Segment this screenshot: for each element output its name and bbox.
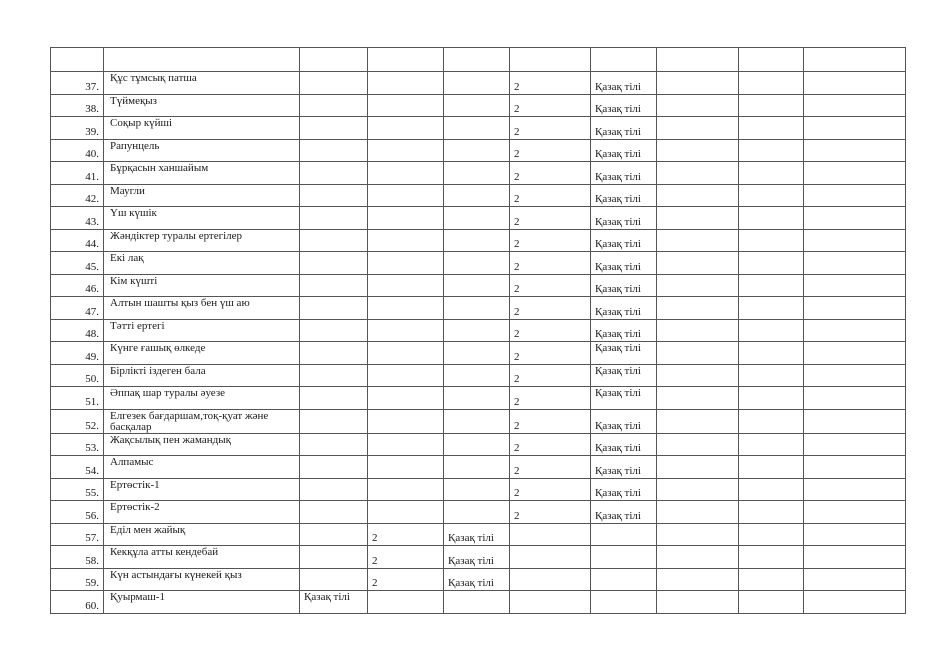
quantity-cell: 2 — [368, 546, 444, 569]
row-number: 44. — [51, 229, 104, 252]
empty-cell — [444, 72, 510, 95]
row-number: 59. — [51, 568, 104, 591]
table-row — [51, 117, 906, 140]
empty-cell — [804, 568, 906, 591]
language-cell: Қазақ тілі — [591, 184, 657, 207]
empty-cell — [739, 207, 804, 230]
empty-cell — [368, 229, 444, 252]
row-number: 60. — [51, 591, 104, 614]
empty-cell — [657, 117, 739, 140]
row-number: 52. — [51, 409, 104, 433]
empty-cell — [300, 274, 368, 297]
book-title: Жақсылық пен жамандық — [104, 433, 300, 456]
language-cell: Қазақ тілі — [591, 319, 657, 342]
empty-cell — [804, 501, 906, 524]
book-title: Алтын шашты қыз бен үш аю — [104, 297, 300, 320]
empty-cell — [657, 501, 739, 524]
quantity-cell: 2 — [368, 568, 444, 591]
book-title: Кім күшті — [104, 274, 300, 297]
empty-cell — [739, 364, 804, 387]
empty-cell — [444, 252, 510, 275]
row-number: 58. — [51, 546, 104, 569]
empty-cell — [657, 319, 739, 342]
empty-cell — [657, 229, 739, 252]
empty-cell — [739, 319, 804, 342]
table-row — [51, 342, 906, 365]
empty-cell — [444, 456, 510, 479]
empty-cell — [804, 207, 906, 230]
row-number: 50. — [51, 364, 104, 387]
empty-cell — [739, 523, 804, 546]
table-row — [51, 364, 906, 387]
table-row — [51, 523, 906, 546]
empty-cell — [300, 501, 368, 524]
empty-cell — [739, 456, 804, 479]
empty-cell — [300, 252, 368, 275]
empty-cell — [300, 139, 368, 162]
quantity-cell: 2 — [510, 409, 591, 433]
book-title: Тәтті ертегі — [104, 319, 300, 342]
book-title: Елгезек бағдаршам,тоқ-қуат және басқалар — [104, 409, 300, 433]
book-title: Рапунцель — [104, 139, 300, 162]
empty-cell — [300, 409, 368, 433]
empty-cell — [368, 433, 444, 456]
empty-cell — [739, 568, 804, 591]
empty-cell — [444, 207, 510, 230]
quantity-cell: 2 — [510, 229, 591, 252]
quantity-cell: 2 — [510, 297, 591, 320]
empty-cell — [657, 342, 739, 365]
row-number: 51. — [51, 387, 104, 410]
empty-cell — [804, 162, 906, 185]
empty-cell — [657, 162, 739, 185]
empty-cell — [444, 319, 510, 342]
empty-cell — [510, 591, 591, 614]
language-cell: Қазақ тілі — [591, 456, 657, 479]
table-row — [51, 229, 906, 252]
empty-cell — [444, 229, 510, 252]
empty-cell — [444, 478, 510, 501]
table-row — [51, 184, 906, 207]
language-cell: Қазақ тілі — [591, 207, 657, 230]
empty-cell — [444, 501, 510, 524]
language-cell: Қазақ тілі — [591, 139, 657, 162]
quantity-cell: 2 — [510, 433, 591, 456]
row-number: 49. — [51, 342, 104, 365]
book-title: Ертөстік-1 — [104, 478, 300, 501]
book-title: Еділ мен жайық — [104, 523, 300, 546]
language-cell: Қазақ тілі — [591, 274, 657, 297]
book-title: Бірлікті іздеген бала — [104, 364, 300, 387]
empty-cell — [804, 117, 906, 140]
empty-cell — [739, 409, 804, 433]
empty-cell — [804, 478, 906, 501]
empty-cell — [739, 387, 804, 410]
empty-cell — [657, 523, 739, 546]
empty-cell — [368, 94, 444, 117]
empty-cell — [804, 387, 906, 410]
empty-cell — [804, 456, 906, 479]
empty-cell — [739, 297, 804, 320]
empty-cell — [657, 591, 739, 614]
empty-cell — [368, 297, 444, 320]
table-row — [51, 72, 906, 95]
empty-cell — [657, 568, 739, 591]
quantity-cell: 2 — [510, 139, 591, 162]
empty-cell — [510, 523, 591, 546]
language-cell: Қазақ тілі — [444, 568, 510, 591]
table-row — [51, 252, 906, 275]
book-title: Құс тұмсық патша — [104, 72, 300, 95]
quantity-cell: 2 — [510, 207, 591, 230]
table-row — [51, 207, 906, 230]
table-row — [51, 139, 906, 162]
empty-cell — [804, 94, 906, 117]
empty-cell — [804, 184, 906, 207]
book-title: Күн астындағы күнекей қыз — [104, 568, 300, 591]
book-title: Маугли — [104, 184, 300, 207]
empty-cell — [657, 94, 739, 117]
empty-cell — [368, 162, 444, 185]
book-title: Түймеқыз — [104, 94, 300, 117]
book-title: Соқыр күйші — [104, 117, 300, 140]
book-title: Әппақ шар туралы әуезе — [104, 387, 300, 410]
empty-cell — [368, 591, 444, 614]
quantity-cell: 2 — [510, 72, 591, 95]
book-title: Кекқұла атты кендебай — [104, 546, 300, 569]
empty-cell — [300, 433, 368, 456]
empty-cell — [739, 478, 804, 501]
empty-cell — [739, 591, 804, 614]
language-cell: Қазақ тілі — [300, 591, 368, 614]
empty-cell — [739, 162, 804, 185]
language-cell: Қазақ тілі — [591, 364, 657, 387]
language-cell: Қазақ тілі — [591, 387, 657, 410]
empty-cell — [591, 546, 657, 569]
empty-cell — [739, 546, 804, 569]
empty-cell — [739, 94, 804, 117]
table-row — [51, 456, 906, 479]
quantity-cell: 2 — [510, 364, 591, 387]
empty-cell — [739, 184, 804, 207]
empty-cell — [657, 409, 739, 433]
empty-cell — [444, 94, 510, 117]
language-cell: Қазақ тілі — [591, 409, 657, 433]
empty-cell — [804, 591, 906, 614]
language-cell: Қазақ тілі — [591, 229, 657, 252]
empty-cell — [804, 139, 906, 162]
table-row — [51, 297, 906, 320]
empty-cell — [368, 184, 444, 207]
empty-cell — [591, 568, 657, 591]
empty-cell — [368, 501, 444, 524]
empty-cell — [657, 546, 739, 569]
empty-cell — [444, 409, 510, 433]
book-title: Үш күшік — [104, 207, 300, 230]
language-cell: Қазақ тілі — [591, 297, 657, 320]
row-number: 55. — [51, 478, 104, 501]
empty-cell — [739, 501, 804, 524]
empty-cell — [300, 72, 368, 95]
empty-cell — [804, 342, 906, 365]
empty-cell — [300, 229, 368, 252]
empty-cell — [444, 342, 510, 365]
empty-cell — [444, 297, 510, 320]
empty-cell — [300, 478, 368, 501]
row-number: 56. — [51, 501, 104, 524]
empty-cell — [368, 456, 444, 479]
empty-cell — [368, 319, 444, 342]
empty-cell — [804, 297, 906, 320]
row-number: 37. — [51, 72, 104, 95]
empty-cell — [300, 319, 368, 342]
language-cell: Қазақ тілі — [591, 94, 657, 117]
quantity-cell: 2 — [510, 184, 591, 207]
empty-cell — [657, 387, 739, 410]
row-number: 54. — [51, 456, 104, 479]
empty-cell — [657, 456, 739, 479]
empty-cell — [657, 274, 739, 297]
empty-cell — [368, 274, 444, 297]
empty-cell — [739, 274, 804, 297]
empty-cell — [444, 364, 510, 387]
empty-cell — [804, 252, 906, 275]
empty-cell — [300, 117, 368, 140]
empty-cell — [739, 139, 804, 162]
language-cell: Қазақ тілі — [591, 162, 657, 185]
row-number: 43. — [51, 207, 104, 230]
empty-cell — [368, 252, 444, 275]
empty-cell — [368, 117, 444, 140]
quantity-cell: 2 — [510, 274, 591, 297]
empty-cell — [739, 117, 804, 140]
book-title: Жәндіктер туралы ертегілер — [104, 229, 300, 252]
book-title: Қуырмаш-1 — [104, 591, 300, 614]
empty-cell — [444, 274, 510, 297]
quantity-cell: 2 — [510, 478, 591, 501]
empty-cell — [739, 342, 804, 365]
empty-cell — [804, 274, 906, 297]
table-row-top-continuation — [51, 48, 906, 72]
table-row — [51, 568, 906, 591]
row-number: 47. — [51, 297, 104, 320]
empty-cell — [591, 591, 657, 614]
quantity-cell: 2 — [510, 117, 591, 140]
row-number: 40. — [51, 139, 104, 162]
empty-cell — [444, 184, 510, 207]
empty-cell — [368, 364, 444, 387]
book-title: Бұрқасын ханшайым — [104, 162, 300, 185]
empty-cell — [368, 72, 444, 95]
empty-cell — [657, 297, 739, 320]
row-number: 46. — [51, 274, 104, 297]
language-cell: Қазақ тілі — [591, 433, 657, 456]
empty-cell — [300, 546, 368, 569]
book-title: Ертөстік-2 — [104, 501, 300, 524]
language-cell: Қазақ тілі — [591, 342, 657, 365]
empty-cell — [804, 433, 906, 456]
empty-cell — [657, 433, 739, 456]
empty-cell — [300, 207, 368, 230]
book-title: Екі лақ — [104, 252, 300, 275]
empty-cell — [657, 478, 739, 501]
quantity-cell: 2 — [510, 162, 591, 185]
book-title: Күнге ғашық өлкеде — [104, 342, 300, 365]
row-number: 48. — [51, 319, 104, 342]
empty-cell — [300, 162, 368, 185]
book-title: Алпамыс — [104, 456, 300, 479]
empty-cell — [739, 72, 804, 95]
table-row — [51, 546, 906, 569]
empty-cell — [804, 319, 906, 342]
empty-cell — [368, 207, 444, 230]
language-cell: Қазақ тілі — [591, 478, 657, 501]
language-cell: Қазақ тілі — [591, 501, 657, 524]
empty-cell — [804, 409, 906, 433]
empty-cell — [300, 297, 368, 320]
empty-cell — [444, 387, 510, 410]
table-row — [51, 387, 906, 410]
row-number: 38. — [51, 94, 104, 117]
empty-cell — [657, 364, 739, 387]
empty-cell — [300, 523, 368, 546]
empty-cell — [444, 139, 510, 162]
table-row — [51, 591, 906, 614]
table-row — [51, 162, 906, 185]
language-cell: Қазақ тілі — [591, 252, 657, 275]
table-row — [51, 274, 906, 297]
quantity-cell: 2 — [368, 523, 444, 546]
book-inventory-table — [50, 47, 906, 614]
empty-cell — [300, 184, 368, 207]
language-cell: Қазақ тілі — [444, 523, 510, 546]
empty-cell — [657, 139, 739, 162]
empty-cell — [300, 387, 368, 410]
empty-cell — [300, 568, 368, 591]
empty-cell — [368, 409, 444, 433]
language-cell: Қазақ тілі — [444, 546, 510, 569]
row-number: 39. — [51, 117, 104, 140]
empty-cell — [510, 546, 591, 569]
empty-cell — [657, 252, 739, 275]
empty-cell — [368, 139, 444, 162]
quantity-cell: 2 — [510, 501, 591, 524]
row-number: 45. — [51, 252, 104, 275]
quantity-cell: 2 — [510, 94, 591, 117]
quantity-cell: 2 — [510, 387, 591, 410]
table-row — [51, 409, 906, 433]
table-row — [51, 478, 906, 501]
empty-cell — [804, 523, 906, 546]
empty-cell — [300, 342, 368, 365]
quantity-cell: 2 — [510, 456, 591, 479]
empty-cell — [657, 72, 739, 95]
row-number: 42. — [51, 184, 104, 207]
empty-cell — [739, 433, 804, 456]
table-row — [51, 319, 906, 342]
empty-cell — [444, 591, 510, 614]
empty-cell — [804, 546, 906, 569]
empty-cell — [368, 478, 444, 501]
empty-cell — [444, 162, 510, 185]
empty-cell — [657, 184, 739, 207]
empty-cell — [804, 72, 906, 95]
empty-cell — [300, 364, 368, 387]
empty-cell — [368, 342, 444, 365]
table-row — [51, 94, 906, 117]
table-row — [51, 433, 906, 456]
empty-cell — [300, 456, 368, 479]
empty-cell — [510, 568, 591, 591]
quantity-cell: 2 — [510, 342, 591, 365]
empty-cell — [804, 229, 906, 252]
empty-cell — [804, 364, 906, 387]
empty-cell — [739, 229, 804, 252]
row-number: 57. — [51, 523, 104, 546]
empty-cell — [300, 94, 368, 117]
row-number: 41. — [51, 162, 104, 185]
table-row — [51, 501, 906, 524]
empty-cell — [591, 523, 657, 546]
empty-cell — [739, 252, 804, 275]
row-number: 53. — [51, 433, 104, 456]
language-cell: Қазақ тілі — [591, 117, 657, 140]
quantity-cell: 2 — [510, 319, 591, 342]
quantity-cell: 2 — [510, 252, 591, 275]
empty-cell — [444, 433, 510, 456]
empty-cell — [368, 387, 444, 410]
language-cell: Қазақ тілі — [591, 72, 657, 95]
empty-cell — [657, 207, 739, 230]
empty-cell — [444, 117, 510, 140]
